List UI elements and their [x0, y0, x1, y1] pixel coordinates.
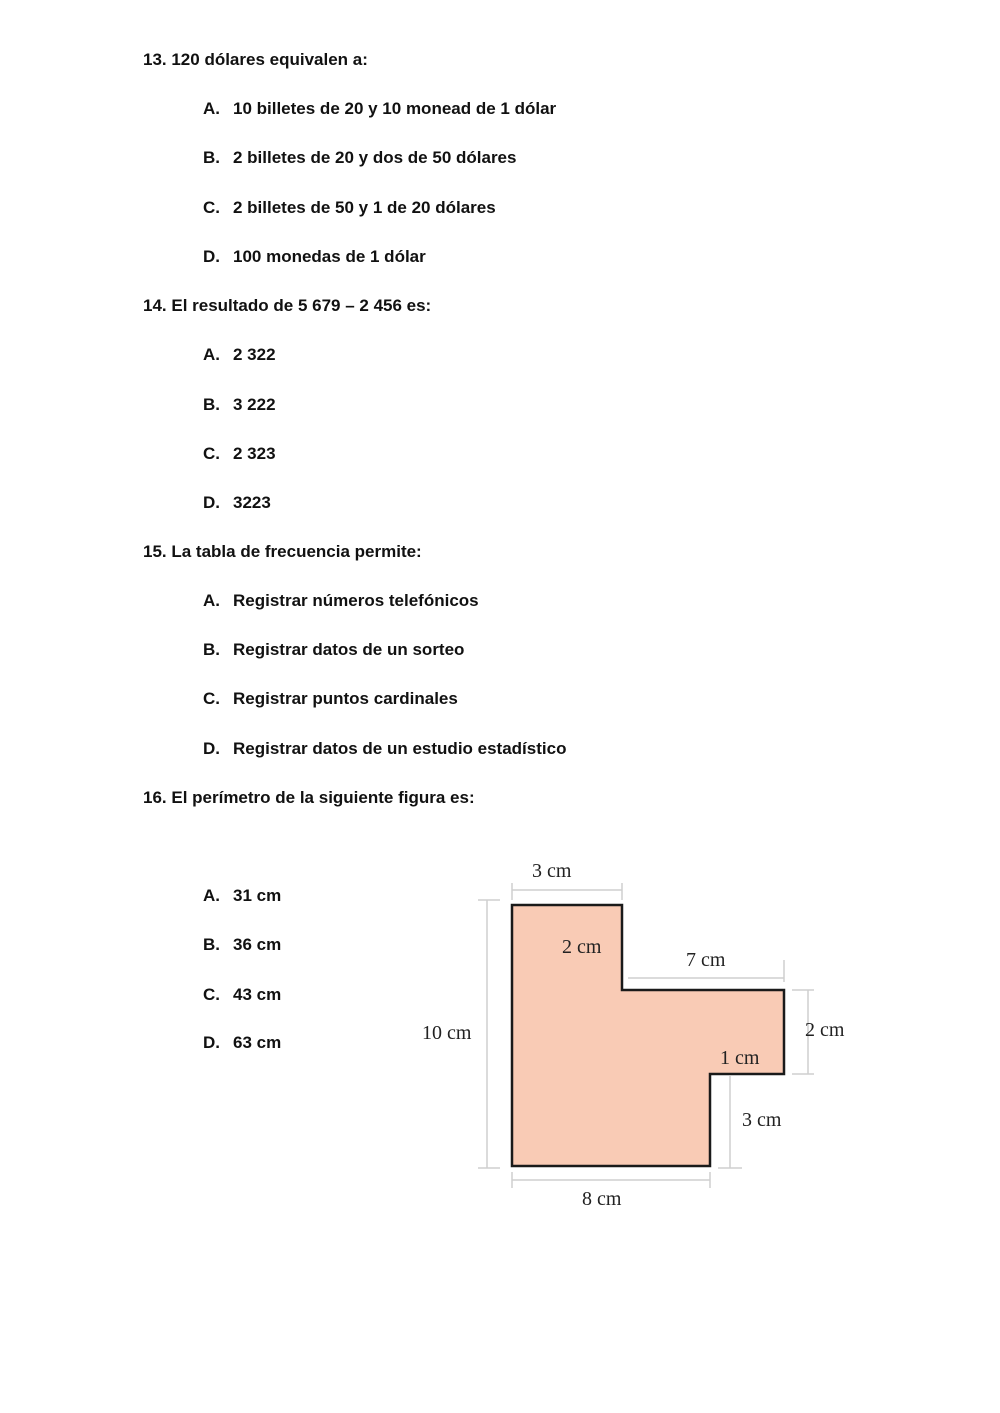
question-15-option-b[interactable] [203, 640, 464, 660]
question-13-option-d[interactable] [203, 247, 426, 267]
option-text: 2 323 [233, 444, 276, 463]
option-text: 2 billetes de 50 y 1 de 20 dólares [233, 198, 496, 217]
option-text: 31 cm [233, 886, 282, 905]
option-text: 2 322 [233, 345, 276, 364]
perimeter-figure [400, 850, 880, 1220]
option-text: 100 monedas de 1 dólar [233, 247, 426, 266]
option-text: Registrar números telefónicos [233, 591, 479, 610]
option-letter: D. [203, 247, 220, 266]
label-top: 3 cm [532, 860, 572, 882]
option-letter: C. [203, 689, 220, 708]
label-left: 10 cm [422, 1022, 472, 1044]
label-lower-right: 3 cm [742, 1109, 782, 1131]
question-13-option-c[interactable] [203, 198, 496, 218]
option-letter: C. [203, 444, 220, 463]
option-text: 3223 [233, 493, 271, 512]
option-text: Registrar datos de un sorteo [233, 640, 465, 659]
option-text: 36 cm [233, 935, 282, 954]
question-14-option-c[interactable] [203, 444, 276, 464]
option-letter: B. [203, 395, 220, 414]
question-13-option-a[interactable] [203, 99, 556, 119]
option-letter: B. [203, 640, 220, 659]
label-inner-step: 1 cm [720, 1047, 760, 1069]
option-letter: C. [203, 198, 220, 217]
option-text: 10 billetes de 20 y 10 monead de 1 dólar [233, 99, 557, 118]
option-letter: A. [203, 591, 220, 610]
label-inner-vertical: 2 cm [562, 936, 602, 958]
question-15-option-c[interactable] [203, 689, 458, 709]
option-text: 63 cm [233, 1033, 282, 1052]
question-13-option-b[interactable] [203, 148, 516, 168]
option-letter: B. [203, 935, 220, 954]
question-13-prompt: 13. 120 dólares equivalen a: [143, 50, 368, 69]
label-bottom: 8 cm [582, 1188, 622, 1210]
question-15-option-a[interactable] [203, 591, 479, 611]
option-text: Registrar puntos cardinales [233, 689, 458, 708]
option-text: Registrar datos de un estudio estadístico [233, 739, 567, 758]
label-step-top: 7 cm [686, 949, 726, 971]
option-letter: D. [203, 739, 220, 758]
option-letter: B. [203, 148, 220, 167]
option-letter: A. [203, 99, 220, 118]
option-letter: C. [203, 985, 220, 1004]
question-15-prompt: 15. La tabla de frecuencia permite: [143, 542, 422, 561]
option-letter: D. [203, 1033, 220, 1052]
option-text: 3 222 [233, 395, 276, 414]
question-16-option-c[interactable] [203, 985, 281, 1005]
question-15-option-d[interactable] [203, 739, 566, 759]
question-14-option-b[interactable] [203, 395, 276, 415]
question-16-option-a[interactable] [203, 886, 281, 906]
option-letter: A. [203, 886, 220, 905]
label-right: 2 cm [805, 1019, 845, 1041]
option-letter: D. [203, 493, 220, 512]
option-letter: A. [203, 345, 220, 364]
question-14-option-d[interactable] [203, 493, 271, 513]
question-16-option-d[interactable] [203, 1033, 281, 1053]
question-14-option-a[interactable] [203, 345, 276, 365]
question-16-prompt: 16. El perímetro de la siguiente figura es: [143, 788, 475, 807]
question-16-option-b[interactable] [203, 935, 281, 955]
option-text: 2 billetes de 20 y dos de 50 dólares [233, 148, 517, 167]
question-14-prompt: 14. El resultado de 5 679 – 2 456 es: [143, 296, 432, 315]
option-text: 43 cm [233, 985, 282, 1004]
